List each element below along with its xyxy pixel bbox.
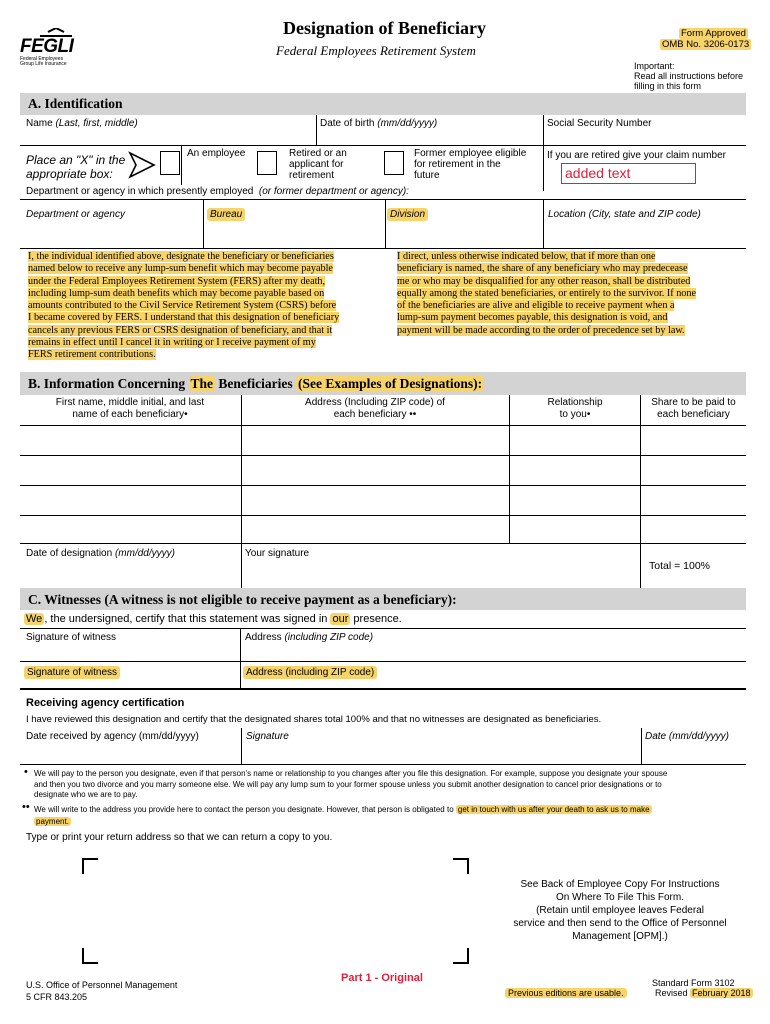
paragraph-line: equally among the stated beneficiaries, or entirely to the survivor. If none <box>397 287 697 299</box>
paragraph-line: including lump-sum death benefits which may become payable based on <box>28 287 325 299</box>
bureau-field[interactable] <box>205 222 383 246</box>
footer-cfr: 5 CFR 843.205 <box>26 992 88 1002</box>
witness1-address-label: Address (including ZIP code) <box>245 632 374 643</box>
former-employee-option-label: Former employee eligible for retirement in the future <box>414 148 527 181</box>
department-field[interactable] <box>21 222 201 246</box>
witness1-signature-label: Signature of witness <box>26 632 117 643</box>
back-copy-line: Management [OPM].) <box>572 931 668 942</box>
address-box-corner-bl <box>82 948 98 964</box>
section-c-header <box>20 588 746 610</box>
division-field-label: Division <box>387 208 428 221</box>
logo-text: FEGLI <box>20 36 74 57</box>
paragraph-line: cancels any previous FERS or CSRS designation of beneficiary, and that it <box>28 324 333 336</box>
note-double-bullet: We will write to the address you provide here to contact the person you designate. However, that person is obligated to get in touch with us after your death to ask us to make payment. <box>34 805 650 826</box>
claim-number-field[interactable] <box>561 163 696 184</box>
dob-label: Date of birth (mm/dd/yyyy) <box>320 118 438 129</box>
return-address-field[interactable] <box>90 866 460 950</box>
paragraph-line: I, the individual identified above, designate the beneficiary or beneficiaries <box>28 251 334 262</box>
bureau-field-label: Bureau <box>207 208 245 221</box>
location-field[interactable] <box>545 222 745 246</box>
note-double-bullet-marker: •• <box>22 801 30 813</box>
col-header-share: Share to be paid to each beneficiary <box>651 397 736 420</box>
footer-previous-editions: Previous editions are usable. <box>505 988 627 998</box>
fegli-logo <box>20 28 84 70</box>
retired-option-label: Retired or an applicant for retirement <box>289 148 347 181</box>
receiving-agency-title: Receiving agency certification <box>26 697 185 709</box>
section-b-title: B. Information Concerning The Beneficiaries (See Examples of Designations): <box>28 376 483 391</box>
paragraph-line: named below to receive any lump-sum benefit which may become payable <box>28 263 333 275</box>
arrow-pointer-icon <box>128 151 156 182</box>
claim-number-label: If you are retired give your claim number <box>547 150 726 161</box>
paragraph-line: amounts contributed to the Civil Service Retirement System (CSRS) before <box>28 300 337 312</box>
footer-standard-form: Standard Form 3102 <box>652 978 735 988</box>
designation-date-label: Date of designation (mm/dd/yyyy) <box>26 548 175 559</box>
paragraph-line: under the Federal Employees Retirement System (FERS) after my death, <box>28 275 326 287</box>
section-a-title: A. Identification <box>28 96 123 111</box>
paragraph-line: I direct, unless otherwise indicated below, that if more than one <box>397 251 656 262</box>
paragraph-line: lump-sum payment becomes payable, this designation is void, and <box>397 312 668 324</box>
date-received-field[interactable] <box>21 743 239 763</box>
name-label: Name (Last, first, middle) <box>26 118 138 129</box>
paragraph-line: me or who may be disqualified for any other reason, shall be distributed <box>397 275 691 287</box>
agency-signature-label: Signature <box>246 731 289 742</box>
agency-signature-field[interactable] <box>243 743 639 763</box>
back-copy-line: (Retain until employee leaves Federal <box>536 905 704 916</box>
division-field[interactable] <box>387 222 541 246</box>
paragraph-line: beneficiary is named, the share of any beneficiary who may predecease <box>397 263 688 275</box>
table-row[interactable] <box>21 426 745 454</box>
total-label: Total = 100% <box>649 560 711 572</box>
form-title: Designation of Beneficiary <box>283 18 486 38</box>
agency-date-field[interactable] <box>643 743 745 763</box>
paragraph-line: remains in effect until I cancel it in writing or I receive payment of my <box>28 337 316 349</box>
back-copy-line: On Where To File This Form. <box>556 892 684 903</box>
paragraph-line: FERS retirement contributions. <box>28 349 156 361</box>
back-copy-line: See Back of Employee Copy For Instructions <box>520 879 720 890</box>
form-subtitle: Federal Employees Retirement System <box>276 43 476 58</box>
employee-checkbox[interactable] <box>160 151 180 175</box>
date-received-label: Date received by agency (mm/dd/yyyy) <box>26 731 199 742</box>
agency-date-label: Date (mm/dd/yyyy) <box>645 731 729 742</box>
witness2-address-field[interactable] <box>242 678 745 688</box>
witness2-signature-field[interactable] <box>21 678 239 688</box>
important-note: Important: Read all instructions before filling in this form <box>634 61 744 91</box>
witness1-signature-field[interactable] <box>21 644 239 660</box>
address-box-corner-br <box>453 948 469 964</box>
paragraph-line: of the beneficiaries are alive and eligible to receive payment when a <box>397 300 675 312</box>
location-field-label: Location (City, state and ZIP code) <box>548 209 701 220</box>
paragraph-line: payment will be made according to the order of precedence set by law. <box>397 324 685 336</box>
retired-checkbox[interactable] <box>257 151 277 175</box>
beneficiary-table <box>20 395 746 543</box>
return-address-instruction: Type or print your return address so that we can return a copy to you. <box>26 832 333 843</box>
footer-opm: U.S. Office of Personnel Management <box>26 980 178 990</box>
dob-field[interactable] <box>318 128 542 144</box>
receiving-agency-text: I have reviewed this designation and certify that the designated shares total 100% and that no witnesses are designated as beneficiaries. <box>26 714 602 725</box>
note-bullet: • <box>24 766 28 778</box>
designation-paragraph <box>28 251 384 362</box>
witness1-address-field[interactable] <box>242 644 745 660</box>
witness2-address-label: Address (including ZIP code) <box>243 666 377 679</box>
col-header-relationship: Relationship to you• <box>547 397 603 420</box>
designation-date-field[interactable] <box>21 560 239 586</box>
footer-part: Part 1 - Original <box>341 972 423 984</box>
col-header-name: First name, middle initial, and last name of each beneficiary• <box>55 397 205 420</box>
claim-number-value: added text <box>565 165 631 181</box>
certify-statement: We , the undersigned, certify that this statement was signed in our presence. <box>26 613 402 625</box>
back-copy-line: service and then send to the Office of Personnel <box>513 918 727 929</box>
employee-option-label: An employee <box>187 148 246 159</box>
department-label: Department or agency in which presently employed (or former department or agency): <box>26 186 409 197</box>
ssn-label: Social Security Number <box>547 118 652 129</box>
witness2-signature-label: Signature of witness <box>24 666 120 679</box>
former-employee-checkbox[interactable] <box>384 151 404 175</box>
name-field[interactable] <box>21 128 315 144</box>
department-field-label: Department or agency <box>26 209 125 220</box>
col-header-address: Address (Including ZIP code) of each beneficiary •• <box>305 397 445 420</box>
omb-number: OMB No. 3206-0173 <box>662 39 750 50</box>
your-signature-field[interactable] <box>243 560 638 586</box>
section-b-header <box>20 372 746 395</box>
table-row[interactable] <box>21 486 745 514</box>
paragraph-line: I became covered by FERS. I understand that this designation of beneficiary <box>28 312 340 324</box>
place-x-instruction: Place an "X" in the appropriate box: <box>26 153 126 181</box>
section-c-title: C. Witnesses (A witness is not eligible to receive payment as a beneficiary): <box>28 592 457 607</box>
form-approved-label: Form Approved <box>681 28 746 39</box>
logo-subtitle: Federal Employees Group Life Insurance <box>20 56 67 67</box>
note-single-bullet: We will pay to the person you designate, even if that person's name or relationship to you changes after you file this designation. For example, suppose you designate your spouse and then you two divorce and you marry someone else. We will pay any lump sum to your former spouse unless you submit another designation to cancel prior designations or to designate who we are to pay. <box>34 769 668 799</box>
table-row[interactable] <box>21 516 745 542</box>
footer-revised: Revised February 2018 <box>655 988 751 998</box>
direction-paragraph <box>397 251 747 337</box>
table-row[interactable] <box>21 456 745 484</box>
back-copy-instructions <box>510 878 730 943</box>
your-signature-label: Your signature <box>245 548 310 559</box>
ssn-field[interactable] <box>545 128 745 144</box>
section-a-header <box>20 93 746 115</box>
